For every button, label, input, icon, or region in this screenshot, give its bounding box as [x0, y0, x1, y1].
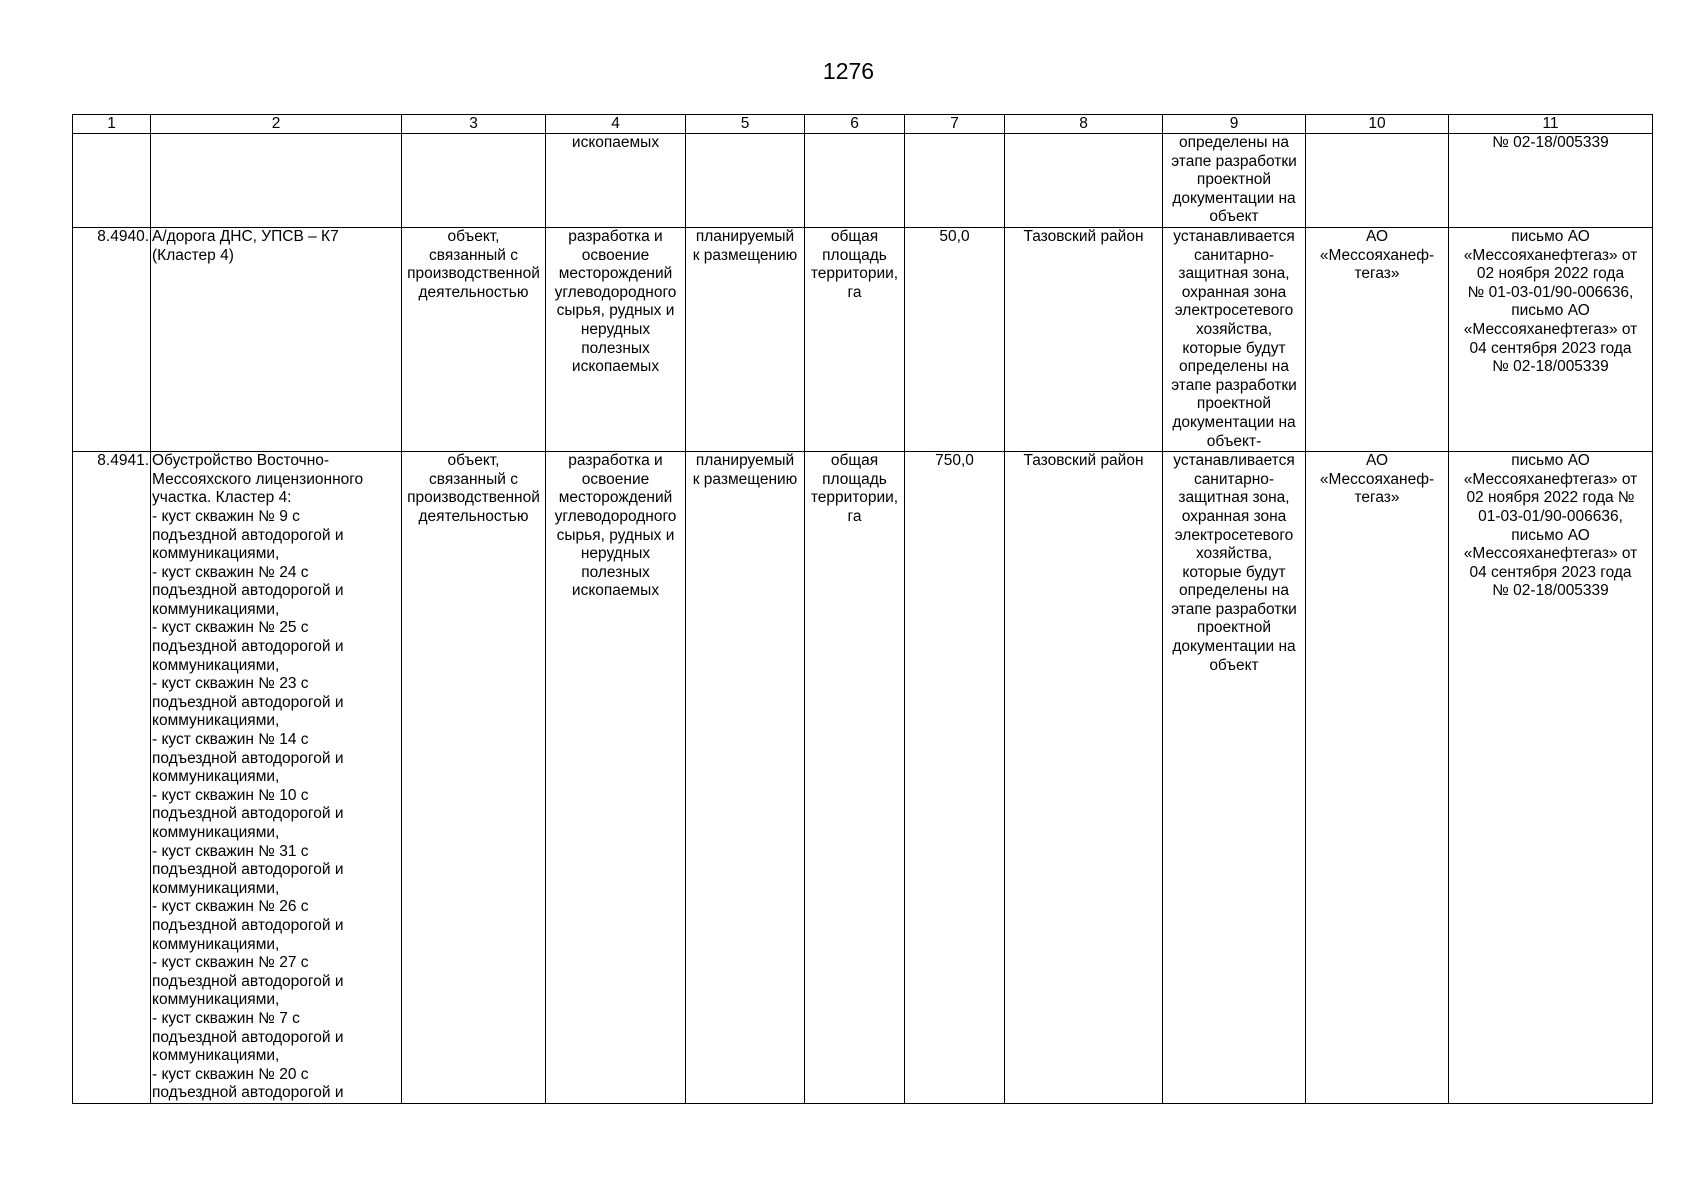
column-number: 1 [73, 115, 151, 134]
location: Тазовский район [1005, 452, 1163, 1104]
object-name: А/дорога ДНС, УПСВ – К7 (Кластер 4) [151, 228, 402, 452]
column-number: 2 [151, 115, 402, 134]
basis: письмо АО «Мессояханефтегаз» от 02 ноября 2022 года № 01-03-01/90-006636, письмо АО «Мессояханефтегаз» от 04 сентября 2023 года № 02-18/005339 [1449, 228, 1653, 452]
column-number: 10 [1306, 115, 1449, 134]
location: Тазовский район [1005, 228, 1163, 452]
column-number: 6 [805, 115, 905, 134]
row-number: 8.4941. [73, 452, 151, 1104]
purpose: ископаемых [546, 134, 686, 228]
object-type: объект, связанный с производственной деятельностью [402, 452, 546, 1104]
basis: письмо АО «Мессояханефтегаз» от 02 ноября 2022 года № 01-03-01/90-006636, письмо АО «Мессояханефтегаз» от 04 сентября 2023 года № 02-18/005339 [1449, 452, 1653, 1104]
column-number: 4 [546, 115, 686, 134]
object-type: объект, связанный с производственной деятельностью [402, 228, 546, 452]
location [1005, 134, 1163, 228]
column-number: 8 [1005, 115, 1163, 134]
basis: № 02-18/005339 [1449, 134, 1653, 228]
characteristic: общая площадь территории, га [805, 452, 905, 1104]
column-number: 3 [402, 115, 546, 134]
column-numbers-row [73, 115, 1653, 134]
object-name [151, 134, 402, 228]
characteristic: общая площадь территории, га [805, 228, 905, 452]
object-type [402, 134, 546, 228]
organization: АО «Мессояханеф- тегаз» [1306, 452, 1449, 1104]
characteristic [805, 134, 905, 228]
status: планируемый к размещению [686, 452, 805, 1104]
zones: устанавливается санитарно- защитная зона, охранная зона электросетевого хозяйства, которые будут определены на этапе разработки проектной документации на объект [1163, 452, 1306, 1104]
organization [1306, 134, 1449, 228]
purpose: разработка и освоение месторождений углеводородного сырья, рудных и нерудных полезных ископаемых [546, 452, 686, 1104]
table-row [73, 228, 1653, 452]
value [905, 134, 1005, 228]
value: 750,0 [905, 452, 1005, 1104]
zones: определены на этапе разработки проектной документации на объект [1163, 134, 1306, 228]
status: планируемый к размещению [686, 228, 805, 452]
objects-table [72, 114, 1653, 1104]
column-number: 7 [905, 115, 1005, 134]
purpose: разработка и освоение месторождений углеводородного сырья, рудных и нерудных полезных ископаемых [546, 228, 686, 452]
table-row [73, 134, 1653, 228]
status [686, 134, 805, 228]
row-number: 8.4940. [73, 228, 151, 452]
page-number: 1276 [822, 58, 875, 84]
row-number [73, 134, 151, 228]
column-number: 11 [1449, 115, 1653, 134]
table-row [73, 452, 1653, 1104]
organization: АО «Мессояханеф- тегаз» [1306, 228, 1449, 452]
value: 50,0 [905, 228, 1005, 452]
column-number: 9 [1163, 115, 1306, 134]
column-number: 5 [686, 115, 805, 134]
zones: устанавливается санитарно- защитная зона, охранная зона электросетевого хозяйства, которые будут определены на этапе разработки проектной документации на объект- [1163, 228, 1306, 452]
object-name: Обустройство Восточно- Мессояхского лицензионного участка. Кластер 4: - куст скважин № 9 с подъездной автодорогой и коммуникациями, - куст скважин № 24 с подъездной автодорогой и коммуникациями, - куст скважин № 25 с подъездной автодорогой и коммуникациями, - куст скважин № 23 с подъездной автодорогой и коммуникациями, - куст скважин № 14 с подъездной автодорогой и коммуникациями, - куст скважин № 10 с подъездной автодорогой и коммуникациями, - куст скважин № 31 с подъездной автодорогой и коммуникациями, - куст скважин № 26 с подъездной автодорогой и коммуникациями, - куст скважин № 27 с подъездной автодорогой и коммуникациями, - куст скважин № 7 с подъездной автодорогой и коммуникациями, - куст скважин № 20 с подъездной автодорогой и [151, 452, 402, 1104]
